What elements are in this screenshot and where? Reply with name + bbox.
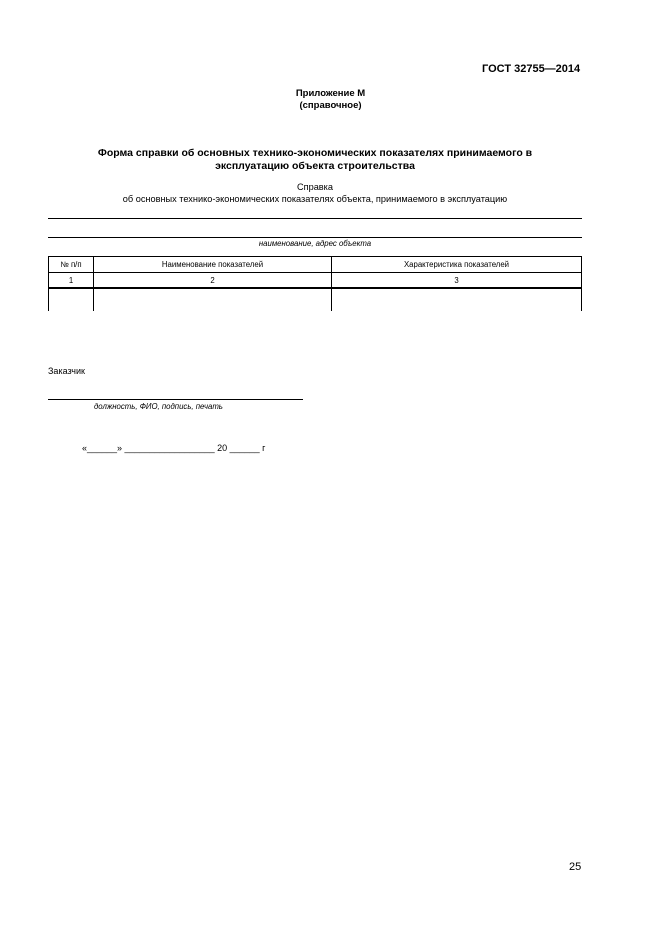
- object-line-2: [48, 237, 582, 238]
- date-line: «______» __________________ 20 ______ г: [82, 443, 266, 453]
- reference-title: Справка: [296, 182, 334, 192]
- appendix-title: Приложение М: [295, 88, 366, 99]
- table-numbering-row: [49, 273, 582, 289]
- page-number: 25: [569, 861, 582, 873]
- column-number-1: 1: [49, 273, 94, 289]
- form-title-line-2: эксплуатацию объекта строительства: [215, 160, 415, 172]
- column-header-name: Наименование показателей: [94, 257, 332, 273]
- table-cell: [49, 288, 94, 311]
- column-header-number: № п/п: [49, 257, 94, 273]
- column-number-2: 2: [94, 273, 332, 289]
- signature-line: [48, 399, 303, 400]
- column-header-characteristic: Характеристика показателей: [332, 257, 582, 273]
- table-cell: [332, 288, 582, 311]
- column-number-3: 3: [332, 273, 582, 289]
- indicators-table: [48, 256, 582, 311]
- table-cell: [94, 288, 332, 311]
- standard-number: ГОСТ 32755—2014: [482, 63, 581, 75]
- table-header-row: [49, 257, 582, 273]
- signature-caption: должность, ФИО, подпись, печать: [94, 402, 223, 411]
- appendix-note: (справочное): [299, 100, 362, 111]
- reference-subtitle: об основных технико-экономических показателях объекта, принимаемого в эксплуатацию: [122, 194, 508, 204]
- object-line-1: [48, 218, 582, 219]
- form-title-line-1: Форма справки об основных технико-экономических показателях принимаемого в: [97, 147, 533, 159]
- object-caption: наименование, адрес объекта: [258, 239, 372, 248]
- form-title: [60, 147, 570, 173]
- customer-label: Заказчик: [48, 366, 85, 376]
- table-row: [49, 288, 582, 311]
